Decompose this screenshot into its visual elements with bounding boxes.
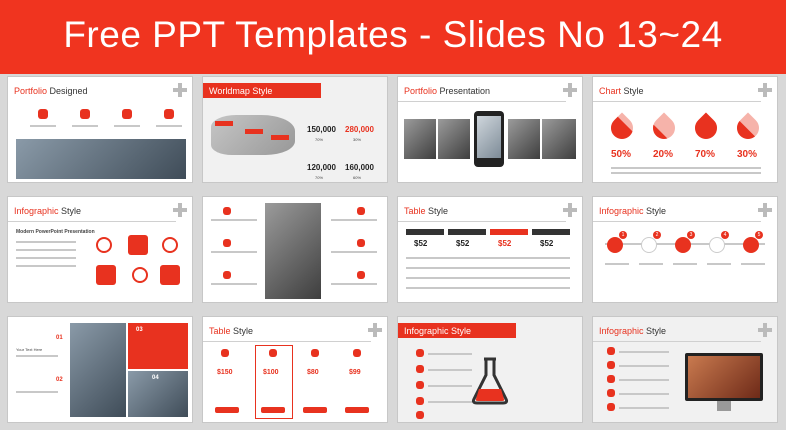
step-number: 01	[56, 335, 63, 341]
phone-frame	[474, 111, 504, 167]
text-line	[30, 125, 56, 127]
plan-price: $99	[349, 369, 361, 376]
slide-title: Table Style	[404, 206, 449, 216]
text-line	[611, 167, 761, 169]
plan-price: $80	[307, 369, 319, 376]
text-line	[211, 283, 257, 285]
banner-title: Free PPT Templates - Slides No 13~24	[63, 14, 723, 55]
stat-percent: 60%	[353, 175, 362, 180]
map-label	[245, 129, 263, 134]
table-header	[406, 229, 444, 235]
drop-chart-mark	[648, 112, 679, 143]
step-badge: 1	[619, 231, 627, 239]
heart-tile	[128, 235, 148, 255]
drop-chart-mark	[690, 112, 721, 143]
table-price: $52	[414, 239, 428, 248]
hospital-room-photo	[16, 139, 186, 179]
step-badge: 5	[755, 231, 763, 239]
family-photo	[404, 119, 436, 159]
liver-icon	[607, 375, 615, 383]
slide-title: Infographic Style	[599, 206, 667, 216]
step-number: 04	[152, 375, 159, 381]
slide-thumbnail-infographic-flask[interactable]	[397, 316, 583, 423]
uterus-icon	[96, 237, 112, 253]
medical-cross-icon	[173, 203, 187, 217]
slide-title: Infographic Style	[599, 326, 667, 336]
liver-circle	[675, 237, 691, 253]
slide-thumbnail-chart-style[interactable]	[592, 76, 778, 183]
heart-icon	[38, 109, 48, 119]
family-photo	[438, 119, 470, 159]
text-line	[16, 249, 76, 251]
building-photo	[265, 203, 321, 299]
title-rule	[593, 221, 761, 222]
step-badge: 4	[721, 231, 729, 239]
text-line	[211, 219, 257, 221]
monitor-stand	[717, 401, 731, 411]
slide-thumbnail-table-style[interactable]	[397, 196, 583, 303]
stat-value: 280,000	[345, 125, 374, 134]
kidney-icon	[223, 271, 231, 279]
table-price: $52	[498, 239, 512, 248]
table-price: $52	[456, 239, 470, 248]
kidney-icon	[164, 109, 174, 119]
table-row	[406, 267, 570, 269]
lungs-circle	[743, 237, 759, 253]
monitor-screen-photo	[688, 356, 760, 398]
medical-cross-icon	[563, 83, 577, 97]
stomach-icon	[353, 349, 361, 357]
slide-grid	[7, 76, 779, 426]
text-line	[16, 241, 76, 243]
slide-title: Portfolio Presentation	[404, 86, 491, 96]
stomach-icon	[607, 361, 615, 369]
title-rule	[398, 101, 566, 102]
text-line	[619, 407, 669, 409]
slide-thumbnail-building[interactable]	[202, 196, 388, 303]
title-rule	[8, 221, 176, 222]
table-header	[490, 229, 528, 235]
table-row	[406, 277, 570, 279]
slide-thumbnail-infographic-monitor[interactable]	[592, 316, 778, 423]
medical-cross-icon	[173, 83, 187, 97]
medical-cross-icon	[368, 323, 382, 337]
heart-icon	[607, 389, 615, 397]
text-line	[156, 125, 182, 127]
text-line	[72, 125, 98, 127]
slide-title: Worldmap Style	[209, 86, 273, 96]
text-line	[741, 263, 765, 265]
slide-thumbnail-numbered-photos[interactable]	[7, 316, 193, 423]
title-rule	[398, 221, 566, 222]
liver-icon	[416, 381, 424, 389]
table-row	[406, 287, 570, 289]
title-rule	[593, 101, 761, 102]
drop-chart-mark	[732, 112, 763, 143]
monitor-frame	[685, 353, 763, 401]
text-line	[428, 353, 472, 355]
banner	[0, 0, 786, 74]
text-line	[605, 263, 629, 265]
uterus-icon	[416, 349, 424, 357]
slide-heading: Modern PowerPoint Presentation	[16, 229, 95, 235]
text-line	[428, 401, 472, 403]
medical-cross-icon	[758, 323, 772, 337]
lungs-icon	[122, 109, 132, 119]
map-label	[215, 121, 233, 126]
text-line	[16, 257, 76, 259]
heart-circle	[641, 237, 657, 253]
kidney-icon	[416, 411, 424, 419]
title-rule	[203, 341, 371, 342]
plan-button[interactable]	[345, 407, 369, 413]
title-rule	[593, 341, 761, 342]
kidney-icon	[607, 403, 615, 411]
percent-label: 70%	[695, 149, 716, 160]
table-price: $52	[540, 239, 554, 248]
percent-label: 50%	[611, 149, 632, 160]
text-line	[331, 251, 377, 253]
kidney-tile	[96, 265, 116, 285]
text-line	[331, 283, 377, 285]
heart-icon	[416, 397, 424, 405]
text-line	[619, 393, 669, 395]
text-line	[428, 385, 472, 387]
medical-cross-icon	[563, 203, 577, 217]
text-line	[619, 351, 669, 353]
table-header	[532, 229, 570, 235]
slide-thumbnail-worldmap-style[interactable]	[202, 76, 388, 183]
slide-thumbnail-portfolio-presentation[interactable]	[397, 76, 583, 183]
liver-icon	[132, 267, 148, 283]
table-header	[448, 229, 486, 235]
text-line	[16, 265, 76, 267]
family-photo	[542, 119, 576, 159]
text-line	[16, 391, 58, 393]
slide-title: Table Style	[209, 326, 254, 336]
plan-button[interactable]	[261, 407, 285, 413]
text-line	[211, 251, 257, 253]
liver-icon	[311, 349, 319, 357]
text-line	[619, 379, 669, 381]
stomach-circle	[709, 237, 725, 253]
uterus-icon	[357, 271, 365, 279]
uterus-circle	[607, 237, 623, 253]
text-line	[114, 125, 140, 127]
stomach-icon	[223, 207, 231, 215]
slide-thumbnail-pricing-table[interactable]	[202, 316, 388, 423]
step-number: 03	[136, 327, 143, 333]
uterus-icon	[221, 349, 229, 357]
phone-screen-photo	[477, 116, 501, 158]
stomach-icon	[416, 365, 424, 373]
percent-label: 30%	[737, 149, 758, 160]
lungs-icon	[162, 237, 178, 253]
lungs-icon	[223, 239, 231, 247]
medical-cross-icon	[758, 83, 772, 97]
stomach-tile	[160, 265, 180, 285]
slide-title: Portfolio Designed	[14, 86, 88, 96]
step-number: 02	[56, 377, 63, 383]
medical-cross-icon	[758, 203, 772, 217]
percent-label: 20%	[653, 149, 674, 160]
table-row	[406, 257, 570, 259]
family-photo	[508, 119, 540, 159]
stat-value: 120,000	[307, 163, 336, 172]
text-line	[16, 355, 58, 357]
slide-title: Infographic Style	[14, 206, 82, 216]
text-line	[331, 219, 377, 221]
liver-icon	[357, 207, 365, 215]
text-line	[673, 263, 697, 265]
stat-percent: 30%	[353, 137, 362, 142]
stomach-icon	[80, 109, 90, 119]
stat-value: 160,000	[345, 163, 374, 172]
text-line	[639, 263, 663, 265]
slide-thumbnail-portfolio-designed[interactable]	[7, 76, 193, 183]
text-line	[428, 369, 472, 371]
plan-price: $100	[263, 369, 279, 376]
plan-button[interactable]	[303, 407, 327, 413]
plan-price: $150	[217, 369, 233, 376]
stat-value: 150,000	[307, 125, 336, 134]
slide-thumbnail-infographic-style[interactable]	[7, 196, 193, 303]
slide-title: Infographic Style	[404, 326, 472, 336]
plan-button[interactable]	[215, 407, 239, 413]
slide-thumbnail-infographic-steps[interactable]	[592, 196, 778, 303]
text-line	[707, 263, 731, 265]
drop-chart-mark	[606, 112, 637, 143]
heart-icon	[357, 239, 365, 247]
step-badge: 3	[687, 231, 695, 239]
lungs-icon	[269, 349, 277, 357]
stat-percent: 70%	[315, 175, 324, 180]
text-label: Your Text Here	[16, 347, 43, 352]
slide-title: Chart Style	[599, 86, 644, 96]
text-line	[619, 365, 669, 367]
uterus-icon	[607, 347, 615, 355]
stat-percent: 70%	[315, 137, 324, 142]
surgery-photo	[70, 323, 126, 417]
step-badge: 2	[653, 231, 661, 239]
map-label	[271, 135, 289, 140]
flask-icon	[470, 357, 510, 405]
text-line	[611, 172, 761, 174]
